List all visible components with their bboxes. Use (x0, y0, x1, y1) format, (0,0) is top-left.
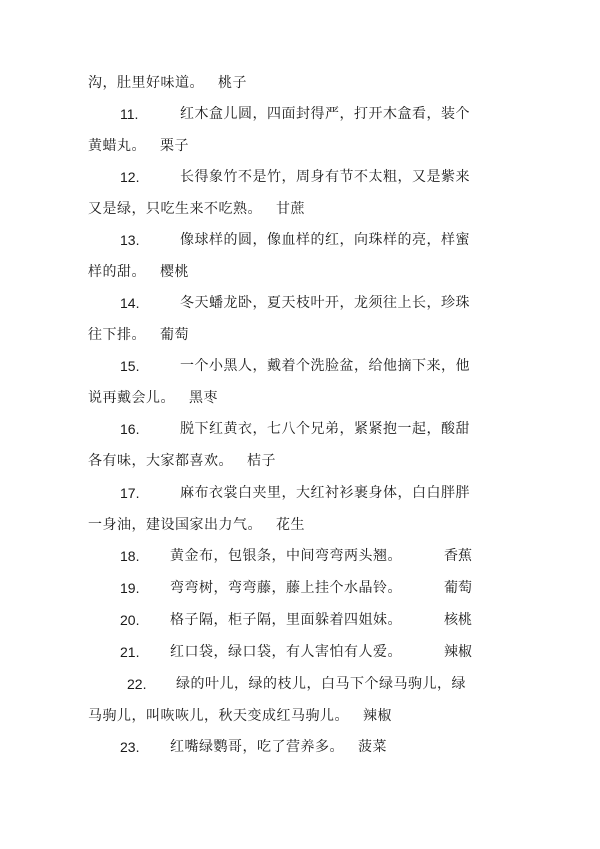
riddle-text: 沟，肚里好味道。 (88, 75, 204, 91)
riddle-text: 往下排。 (88, 327, 146, 343)
riddle-answer: 菠菜 (358, 739, 387, 755)
riddle-number: 22. (127, 676, 147, 692)
riddle-answer: 花生 (276, 517, 305, 533)
riddle-number: 11. (120, 106, 139, 122)
riddle-number: 12. (120, 169, 140, 185)
riddle-text: 马驹儿，叫咴咴儿，秋天变成红马驹儿。 (88, 708, 349, 724)
riddle-11-line2 (88, 137, 189, 155)
riddle-answer: 栗子 (160, 138, 189, 154)
riddle-text: 冬天蟠龙卧，夏天枝叶开，龙须往上长，珍珠 (180, 295, 470, 311)
riddle-text: 说再戴会儿。 (88, 390, 175, 406)
riddle-number: 18. (120, 548, 140, 564)
riddle-text: 黄金布，包银条，中间弯弯两头翘。 (170, 548, 402, 564)
riddle-answer: 辣椒 (363, 708, 392, 724)
riddle-number: 14. (120, 295, 140, 311)
riddle-number: 13. (120, 232, 140, 248)
riddle-text: 一个小黑人，戴着个洗脸盆，给他摘下来，他 (180, 358, 470, 374)
riddle-14-line2 (88, 326, 189, 344)
riddle-answer: 葡萄 (160, 327, 189, 343)
riddle-number: 21. (120, 644, 140, 660)
riddle-text: 样的甜。 (88, 264, 146, 280)
riddle-answer: 桃子 (218, 75, 247, 91)
riddle-text: 红木盒儿圆，四面封得严，打开木盒看，装个 (180, 106, 470, 122)
riddle-text: 格子隔，柜子隔，里面躲着四姐妹。 (170, 612, 402, 628)
riddle-text: 麻布衣裳白夹里，大红衬衫裹身体，白白胖胖 (180, 485, 470, 501)
riddle-text: 像球样的圆，像血样的红，向珠样的亮，样蜜 (180, 232, 470, 248)
riddle-answer: 香蕉 (444, 548, 472, 564)
riddle-number: 17. (120, 485, 140, 501)
riddle-answer: 桔子 (247, 453, 276, 469)
riddle-number: 23. (120, 739, 140, 755)
riddle-answer: 甘蔗 (276, 201, 305, 217)
riddle-text: 弯弯树，弯弯藤，藤上挂个水晶铃。 (170, 580, 402, 596)
riddle-text: 各有味，大家都喜欢。 (88, 453, 233, 469)
riddle-15-line2 (88, 389, 218, 407)
riddle-text: 脱下红黄衣，七八个兄弟，紧紧抱一起，酸甜 (180, 421, 470, 437)
riddle-number: 19. (120, 580, 140, 596)
riddle-text: 黄蜡丸。 (88, 138, 146, 154)
riddle-answer: 葡萄 (444, 580, 472, 596)
riddle-22-line2 (88, 707, 392, 725)
riddle-13-line2 (88, 263, 189, 281)
riddle-answer: 黑枣 (189, 390, 218, 406)
riddle-16-line2 (88, 452, 276, 470)
riddle-text: 红嘴绿鹦哥，吃了营养多。 (170, 739, 344, 755)
riddle-number: 16. (120, 421, 140, 437)
riddle-text: 又是绿，只吃生来不吃熟。 (88, 201, 262, 217)
riddle-text: 红口袋，绿口袋，有人害怕有人爱。 (170, 644, 402, 660)
riddle-text: 一身油，建设国家出力气。 (88, 517, 262, 533)
riddle-23-line1 (170, 738, 387, 756)
riddle-text: 长得象竹不是竹，周身有节不太粗，又是紫来 (180, 169, 470, 185)
riddle-10-line2 (88, 74, 247, 92)
riddle-number: 20. (120, 612, 140, 628)
riddle-answer: 辣椒 (444, 644, 472, 660)
riddle-12-line2 (88, 200, 305, 218)
riddle-answer: 樱桃 (160, 264, 189, 280)
riddle-answer: 核桃 (444, 612, 472, 628)
riddle-text: 绿的叶儿，绿的枝儿，白马下个绿马驹儿，绿 (176, 676, 466, 692)
riddle-17-line2 (88, 516, 305, 534)
riddle-number: 15. (120, 358, 140, 374)
